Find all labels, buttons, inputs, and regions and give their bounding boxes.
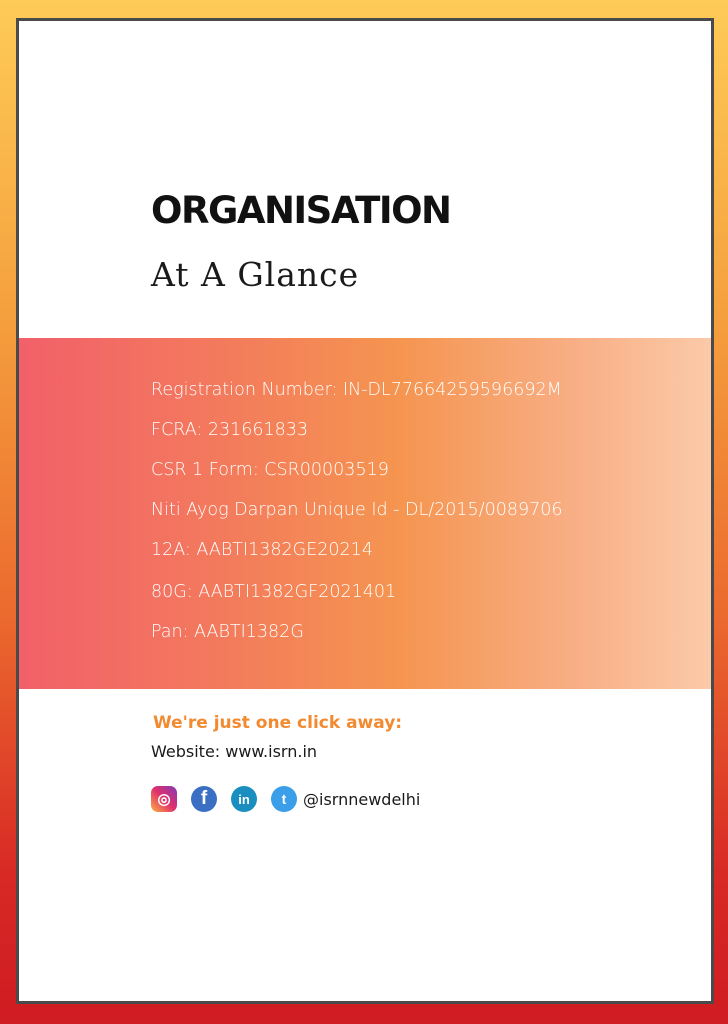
registration-number: Registration Number: IN-DL77664259596692M (151, 380, 562, 400)
linkedin-icon[interactable]: in (231, 786, 257, 812)
social-handle[interactable]: @isrnnewdelhi (303, 789, 421, 809)
website-link[interactable]: Website: www.isrn.in (151, 742, 318, 761)
twitter-icon[interactable]: t (271, 786, 297, 812)
pan: Pan: AABTI1382G (151, 622, 304, 642)
80g: 80G: AABTI1382GF2021401 (151, 582, 397, 602)
fcra: FCRA: 231661833 (151, 420, 309, 440)
details-band (19, 338, 711, 689)
page-subtitle: At A Glance (151, 255, 360, 294)
facebook-icon[interactable]: f (191, 786, 217, 812)
csr-form: CSR 1 Form: CSR00003519 (151, 460, 389, 480)
instagram-icon[interactable]: ◎ (151, 786, 177, 812)
document-page (16, 18, 714, 1004)
page-title: ORGANISATION (151, 189, 451, 232)
contact-heading: We're just one click away: (153, 713, 403, 733)
12a: 12A: AABTI1382GE20214 (151, 540, 373, 560)
darpan-id: Niti Ayog Darpan Unique Id - DL/2015/0089706 (151, 500, 563, 520)
social-links (151, 786, 420, 812)
